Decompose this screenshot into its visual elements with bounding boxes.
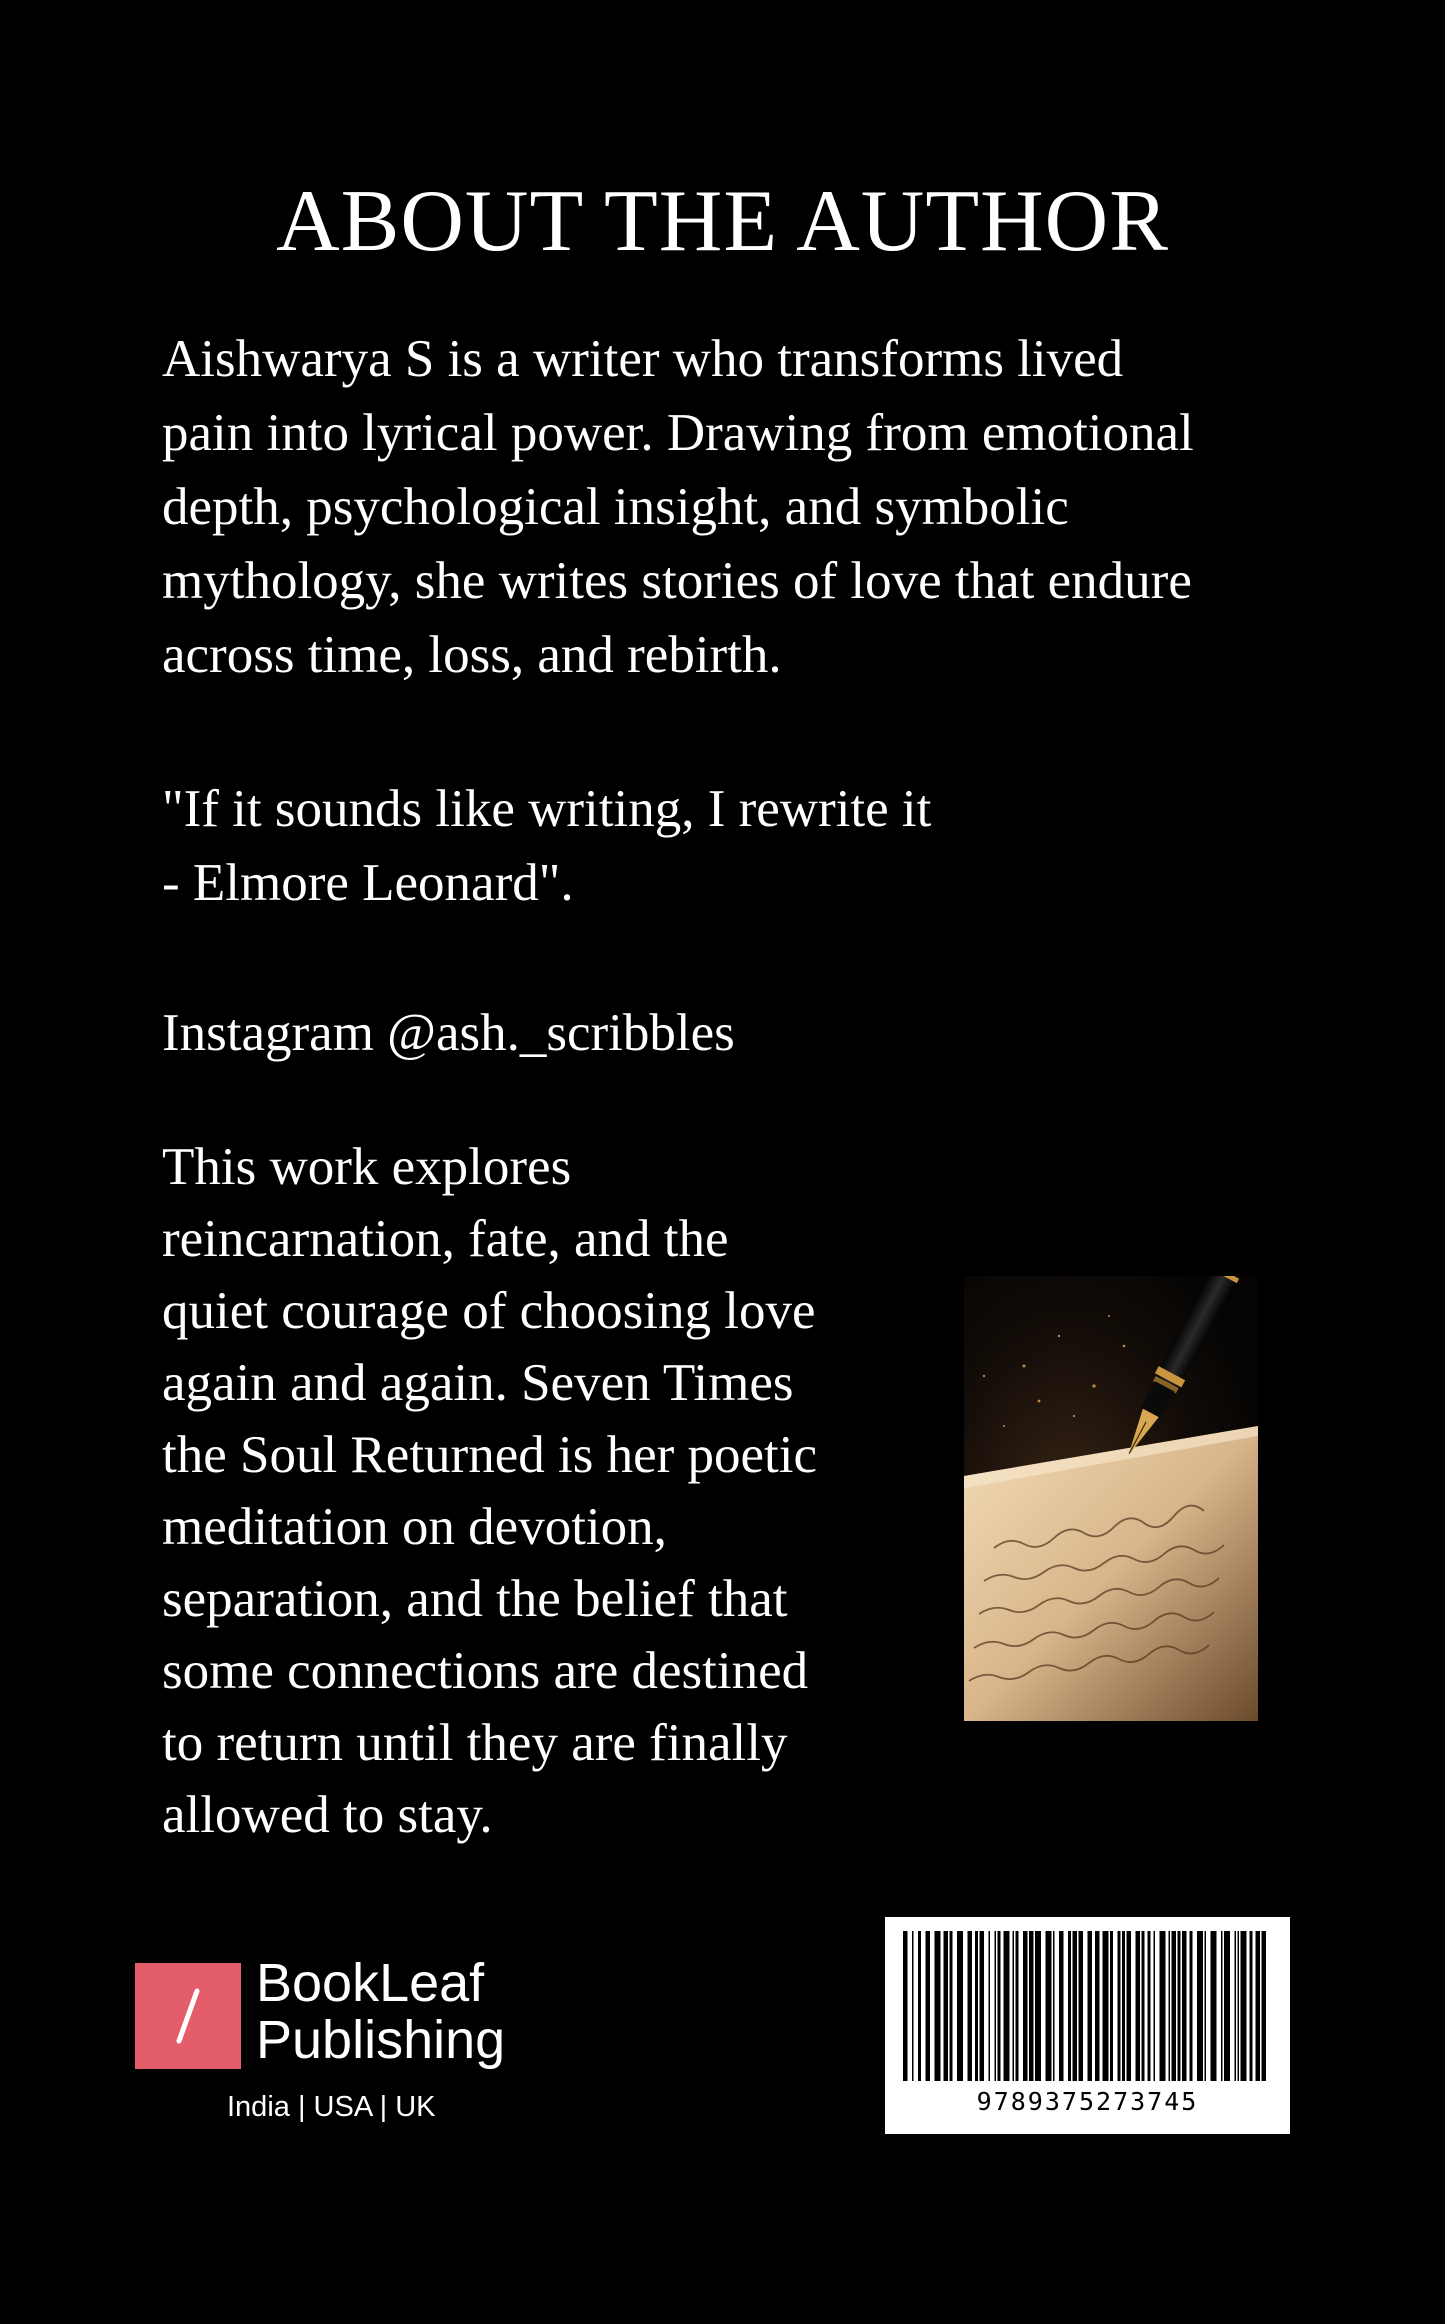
author-bio: Aishwarya S is a writer who transforms lived pain into lyrical power. Drawing from emotional depth, psychological insight, and symbolic mythology, she writes stories of love that endure across time, loss, and rebirth. [162, 330, 1194, 684]
barcode-bar-33 [1136, 1931, 1141, 2081]
barcode-bar-51 [1250, 1931, 1253, 2081]
author-quote: "If it sounds like writing, I rewrite it - Elmore Leonard". [162, 780, 932, 912]
barcode-bar-17 [1023, 1931, 1028, 2081]
barcode-bar-23 [1068, 1931, 1071, 2081]
barcode-bar-26 [1088, 1931, 1093, 2081]
barcode-bar-7 [957, 1931, 963, 2081]
barcode-bar-11 [989, 1931, 991, 2081]
barcode-bar-48 [1235, 1931, 1237, 2081]
barcode-bar-47 [1224, 1931, 1230, 2081]
barcode-bar-20 [1046, 1931, 1052, 2081]
barcode-bar-10 [980, 1931, 985, 2081]
barcode-bar-19 [1035, 1931, 1041, 2081]
barcode-bar-32 [1127, 1931, 1132, 2081]
barcode-bar-24 [1073, 1931, 1078, 2081]
barcode-bar-13 [998, 1931, 1001, 2081]
barcode-bar-25 [1079, 1931, 1084, 2081]
publisher-name: BookLeaf Publishing [256, 1953, 506, 2070]
barcode-bar-18 [1029, 1931, 1034, 2081]
isbn-barcode [885, 1917, 1290, 2134]
barcode-bar-6 [950, 1931, 953, 2081]
barcode-bar-12 [995, 1931, 997, 2081]
publisher-regions: India | USA | UK [227, 2091, 436, 2123]
barcode-bar-27 [1095, 1931, 1100, 2081]
barcode-bar-45 [1211, 1931, 1217, 2081]
barcode-bar-40 [1178, 1931, 1181, 2081]
barcode-bar-1 [912, 1931, 914, 2081]
barcode-bar-37 [1160, 1931, 1166, 2081]
barcode-bar-38 [1169, 1931, 1171, 2081]
barcode-bar-36 [1154, 1931, 1156, 2081]
barcode-bar-2 [918, 1931, 921, 2081]
barcode-bar-22 [1059, 1931, 1064, 2081]
instagram-handle: Instagram @ash._scribbles [162, 1004, 735, 1062]
barcode-bar-49 [1238, 1931, 1240, 2081]
barcode-bar-5 [944, 1931, 949, 2081]
barcode-bar-52 [1256, 1931, 1261, 2081]
barcode-bar-30 [1118, 1931, 1121, 2081]
pen-and-paper-image [964, 1276, 1258, 1721]
barcode-bar-14 [1004, 1931, 1010, 2081]
barcode-bar-9 [975, 1931, 978, 2081]
barcode-bar-3 [926, 1931, 931, 2081]
barcode-bar-50 [1241, 1931, 1247, 2081]
slash-icon [135, 1963, 241, 2069]
page-title: ABOUT THE AUTHOR [276, 173, 1169, 270]
barcode-bar-31 [1122, 1931, 1125, 2081]
barcode-bar-4 [935, 1931, 941, 2081]
barcode-bar-35 [1148, 1931, 1151, 2081]
isbn-number: 9789375273745 [976, 2087, 1199, 2116]
barcode-bar-39 [1172, 1931, 1177, 2081]
barcode-bar-46 [1221, 1931, 1223, 2081]
barcode-bar-15 [1013, 1931, 1015, 2081]
barcode-bar-41 [1182, 1931, 1187, 2081]
book-description: This work explores reincarnation, fate, and the quiet courage of choosing love again and again. Seven Times the Soul Returned is her poetic meditation on devotion, separation, and the belief that some connections are destined to return until they are finally allowed to stay. [162, 1138, 817, 1844]
barcode-bar-0 [903, 1931, 908, 2081]
barcode-bar-34 [1142, 1931, 1145, 2081]
barcode-bar-21 [1053, 1931, 1055, 2081]
barcode-bar-29 [1110, 1931, 1113, 2081]
barcode-bar-8 [968, 1931, 973, 2081]
barcode-bar-53 [1262, 1931, 1267, 2081]
barcode-bar-44 [1205, 1931, 1207, 2081]
barcode-bar-16 [1016, 1931, 1019, 2081]
barcode-bar-43 [1197, 1931, 1203, 2081]
barcode-bar-42 [1190, 1931, 1193, 2081]
barcode-bar-28 [1103, 1931, 1109, 2081]
